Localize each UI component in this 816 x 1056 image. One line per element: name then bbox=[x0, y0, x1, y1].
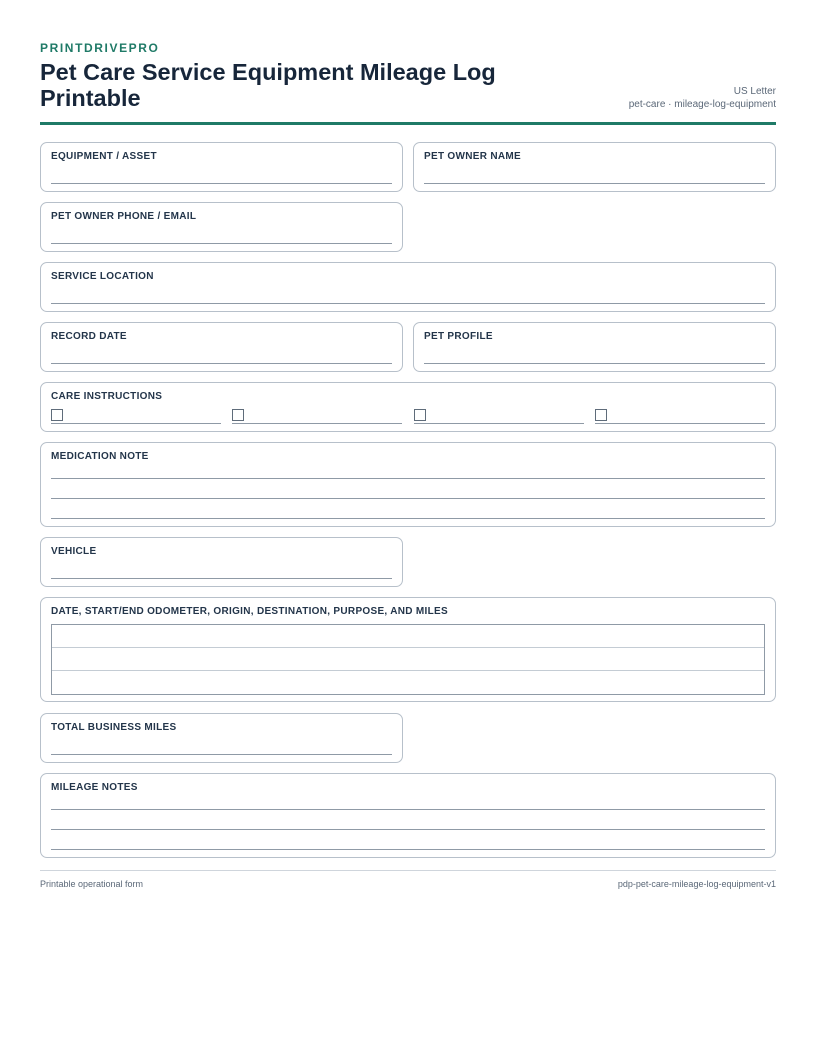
pet-owner-name-label: PET OWNER NAME bbox=[424, 151, 521, 162]
total-business-miles-field bbox=[40, 713, 403, 763]
total-business-miles-input-line[interactable] bbox=[51, 754, 392, 755]
paper-size: US Letter bbox=[733, 86, 776, 97]
record-date-input-line[interactable] bbox=[51, 363, 392, 364]
checkbox[interactable] bbox=[51, 409, 63, 421]
mileage-notes-line-1[interactable] bbox=[51, 809, 765, 810]
pet-owner-contact-label: PET OWNER PHONE / EMAIL bbox=[51, 211, 197, 222]
mileage-notes-line-2[interactable] bbox=[51, 829, 765, 830]
option-input-line[interactable] bbox=[595, 423, 765, 424]
pet-owner-name-input-line[interactable] bbox=[424, 183, 765, 184]
care-instruction-option bbox=[595, 409, 765, 423]
trip-log-section bbox=[40, 597, 776, 702]
mileage-notes-line-3[interactable] bbox=[51, 849, 765, 850]
pet-profile-field bbox=[413, 322, 776, 372]
vehicle-input-line[interactable] bbox=[51, 578, 392, 579]
option-input-line[interactable] bbox=[51, 423, 221, 424]
vehicle-label: VEHICLE bbox=[51, 546, 97, 557]
record-date-label: RECORD DATE bbox=[51, 331, 127, 342]
medication-note-label: MEDICATION NOTE bbox=[51, 451, 149, 462]
pet-owner-contact-field bbox=[40, 202, 403, 252]
equipment-asset-field bbox=[40, 142, 403, 192]
total-business-miles-label: TOTAL BUSINESS MILES bbox=[51, 722, 177, 733]
trip-log-table bbox=[51, 624, 765, 695]
footer-form-type: Printable operational form bbox=[40, 879, 144, 889]
trip-log-label: DATE, START/END ODOMETER, ORIGIN, DESTINATION, PURPOSE, AND MILES bbox=[51, 606, 448, 617]
footer-form-id: pdp-pet-care-mileage-log-equipment-v1 bbox=[617, 879, 776, 889]
pet-owner-name-field bbox=[413, 142, 776, 192]
header-divider bbox=[40, 122, 776, 125]
table-row[interactable] bbox=[52, 648, 764, 671]
table-row[interactable] bbox=[52, 625, 764, 648]
checkbox[interactable] bbox=[414, 409, 426, 421]
medication-note-line-1[interactable] bbox=[51, 478, 765, 479]
record-date-field bbox=[40, 322, 403, 372]
medication-note-field bbox=[40, 442, 776, 527]
care-instruction-option bbox=[232, 409, 402, 423]
option-input-line[interactable] bbox=[414, 423, 584, 424]
medication-note-line-3[interactable] bbox=[51, 518, 765, 519]
service-location-field bbox=[40, 262, 776, 312]
document-tag: pet-care · mileage-log-equipment bbox=[628, 99, 776, 110]
care-instruction-option bbox=[51, 409, 221, 423]
table-row[interactable] bbox=[52, 671, 764, 694]
footer-divider bbox=[40, 870, 776, 871]
care-instructions-label: CARE INSTRUCTIONS bbox=[51, 391, 163, 402]
service-location-label: SERVICE LOCATION bbox=[51, 271, 154, 282]
mileage-notes-field bbox=[40, 773, 776, 858]
pet-owner-contact-input-line[interactable] bbox=[51, 243, 392, 244]
care-instruction-option bbox=[414, 409, 584, 423]
medication-note-line-2[interactable] bbox=[51, 498, 765, 499]
brand-name: PRINTDRIVEPRO bbox=[40, 41, 160, 55]
checkbox[interactable] bbox=[595, 409, 607, 421]
checkbox[interactable] bbox=[232, 409, 244, 421]
care-instructions-field bbox=[40, 382, 776, 432]
vehicle-field bbox=[40, 537, 403, 587]
equipment-asset-input-line[interactable] bbox=[51, 183, 392, 184]
option-input-line[interactable] bbox=[232, 423, 402, 424]
pet-profile-input-line[interactable] bbox=[424, 363, 765, 364]
pet-profile-label: PET PROFILE bbox=[424, 331, 493, 342]
document-meta bbox=[629, 85, 776, 111]
page-title: Pet Care Service Equipment Mileage Log Printable bbox=[40, 59, 496, 111]
service-location-input-line[interactable] bbox=[51, 303, 765, 304]
mileage-notes-label: MILEAGE NOTES bbox=[51, 782, 138, 793]
equipment-asset-label: EQUIPMENT / ASSET bbox=[51, 151, 157, 162]
